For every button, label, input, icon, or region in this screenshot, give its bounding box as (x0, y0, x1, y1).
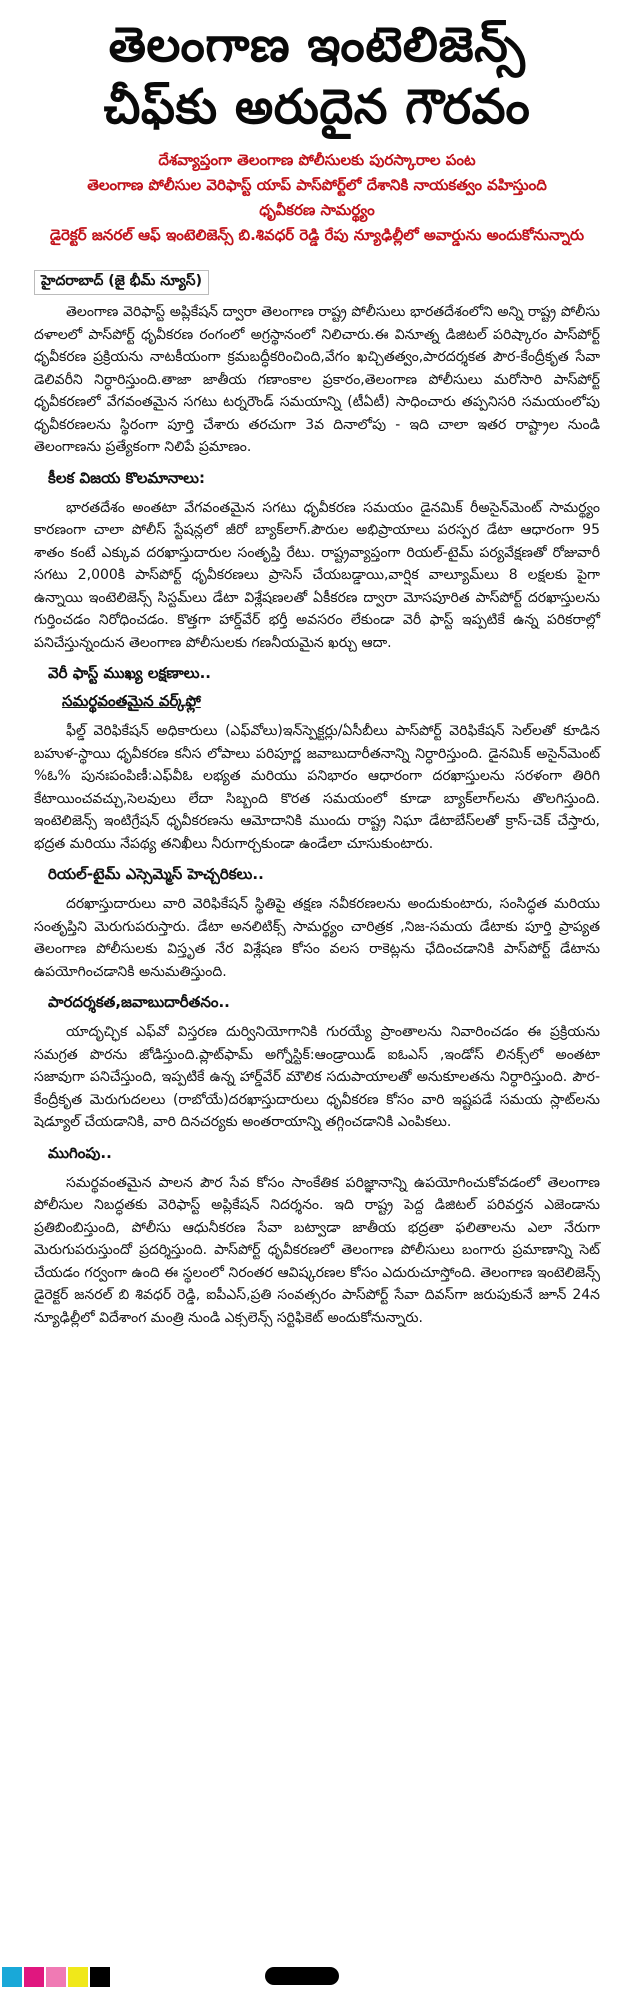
paragraph-metrics: భారతదేశం అంతటా వేగవంతమైన సగటు ధృవీకరణ సమయం డైనమిక్ రీఅసైన్‌మెంట్ సామర్థ్యం కారణంగా చాలా పోలీస్ స్టేషన్లలో జీరో బ్యాక్‌లాగ్.పౌరుల అభిప్రాయాలు పరస్పర డేటా ఆధారంగా 95 శాతం కంటే ఎక్కువ దరఖాస్తుదారుల సంతృప్తి రేటు. రాష్ట్రవ్యాప్తంగా రియల్-టైమ్ పర్యవేక్షణతో రోజువారీ సగటు 2,000కి పాస్‌పోర్ట్ ధృవీకరణలు ప్రాసెస్ చేయబడ్డాయి,వార్షిక వాల్యూమ్‌లు 8 లక్షలకు పైగా ఉన్నాయి ఇంటెలిజెన్స్ సిస్టమ్‌లు డేటా విశ్లేషణలతో ఏకీకరణ ద్వారా మోసపూరిత పాస్‌పోర్ట్ దరఖాస్తులను గుర్తించడం నిరోధించడం. కొత్తగా హార్డ్‌వేర్ భర్తీ అవసరం లేకుండా వెరీ ఫాస్ట్ ఇప్పటికే ఉన్న పరికరాల్లో పనిచేస్తున్నందున తెలంగాణ పోలీసులకు గణనీయమైన ఖర్చు ఆదా. (34, 499, 600, 651)
headline-line-2: చీఫ్‌కు అరుదైన గౌరవం (103, 79, 531, 135)
subheadline: తెలంగాణ పోలీసుల వెరిఫాస్ట్ యాప్ పాస్‌పోర్ట్‌లో దేశానికి నాయకత్వం వహిస్తుంది (87, 176, 547, 194)
subheadlines (0, 148, 634, 248)
paragraph-workflow: ఫీల్డ్ వెరిఫికేషన్ అధికారులు (ఎఫ్‌వోలు)ఇన్‌స్పెక్టర్లు/ఏసీబీలు పాస్‌పోర్ట్ వెరిఫికేషన్ సెల్‌లతో కూడిన బహుళ-స్థాయి ధృవీకరణ కనీస లోపాలు పరిపూర్ణ జవాబుదారీతనాన్ని నిర్ధారిస్తుంది. డైనమిక్ అసైన్‌మెంట్ %ఓ% పునఃపంపిణీ:ఎఫ్‌వీఓ లభ్యత మరియు పనిభారం ఆధారంగా దరఖాస్తులను సరళంగా తిరిగి కేటాయించవచ్చు,సెలవులు లేదా సిబ్బంది కొరత సమయంలో కూడా బ్యాక్‌లాగ్‌లను తొలగిస్తుంది. ఇంటెలిజెన్స్ ఇంటిగ్రేషన్ ధృవీకరణను ఆమోదానికి ముందు రాష్ట్ర నిఘా డేటాబేస్‌లతో క్రాస్-చెక్ చేస్తారు, భద్రత మరియు నేపథ్య తనిఖీలు నీరుగార్చకుండా ఉండేలా చూసుకుంటారు. (34, 723, 600, 852)
pink-swatch (46, 1967, 66, 1987)
section-heading: వెరీ ఫాస్ట్ ముఖ్య లక్షణాలు.. (48, 664, 212, 682)
paragraph-sms-alerts: దరఖాస్తుదారులు వారి వెరిఫికేషన్ స్థితిపై తక్షణ నవీకరణలను అందుకుంటారు, సంసిద్ధత మరియు సంతృప్తిని మెరుగుపరుస్తారు. డేటా అనలిటిక్స్ సామర్థ్యం చారిత్రక ,నిజ-సమయ డేటాకు పూర్తి ప్రాప్యత తెలంగాణ పోలీసులకు విస్తృత నేర విశ్లేషణ కోసం వలస రాకెట్లను ఛేదించడానికి పాస్‌పోర్ట్ డేటాను ఉపయోగించడానికి అనుమతిస్తుంది. (34, 896, 600, 980)
section-heading: పారదర్శకత,జవాబుదారీతనం.. (48, 993, 230, 1011)
section-heading: రియల్-టైమ్ ఎస్సెమ్మెస్ హెచ్చరికలు.. (48, 865, 264, 883)
cyan-swatch (2, 1967, 22, 1987)
black-swatch (90, 1967, 110, 1987)
paragraph-conclusion: సమర్థవంతమైన పాలన పౌర సేవ కోసం సాంకేతిక పరిజ్ఞానాన్ని ఉపయోగించుకోవడంలో తెలంగాణ పోలీసుల నిబద్ధతకు వెరిఫాస్ట్ అప్లికేషన్ నిదర్శనం. ఇది రాష్ట్ర పెద్ద డిజిటల్ పరివర్తన ఎజెండాను ప్రతిబింబిస్తుంది, పోలీసు ఆధునీకరణ సేవా బట్వాడా జాతీయ భద్రతా ఫలితాలను ఎలా నేరుగా మెరుగుపరుస్తుందో ప్రదర్శిస్తుంది. పాస్‌పోర్ట్ ధృవీకరణలో తెలంగాణ పోలీసులు బంగారు ప్రమాణాన్ని సెట్ చేయడం గర్వంగా ఉంది ఈ స్థలంలో నిరంతర ఆవిష్కరణల కోసం ఎదురుచూస్తోంది. తెలంగాణ ఇంటెలిజెన్స్ డైరెక్టర్ జనరల్ బి శివధర్ రెడ్డి, ఐపీఎస్,ప్రతి సంవత్సరం పాస్‌పోర్ట్ సేవా దివస్‌గా జరుపుకునే జూన్ 24న న్యూఢిల్లీలో విదేశాంగ మంత్రి నుండి ఎక్సలెన్స్ సర్టిఫికెట్ అందుకోనున్నారు. (34, 1174, 600, 1326)
paragraph-intro: తెలంగాణ వెరిఫాస్ట్ అప్లికేషన్ ద్వారా తెలంగాణ రాష్ట్ర పోలీసులు భారతదేశంలోని అన్ని రాష్ట్ర పోలీసు దళాలలో పాస్‌పోర్ట్ ధృవీకరణ రంగంలో అగ్రస్థానంలో నిలిచారు.ఈ వినూత్న డిజిటల్ పరిష్కారం పాస్‌పోర్ట్ ధృవీకరణ ప్రక్రియను నాటకీయంగా క్రమబద్ధీకరించింది,వేగం ఖచ్చితత్వం,పారదర్శకత పౌర-కేంద్రీకృత సేవా డెలివరీని నిర్ధారిస్తుంది.తాజా జాతీయ గణాంకాల ప్రకారం,తెలంగాణ పోలీసులు మరోసారి పాస్‌పోర్ట్ ధృవీకరణలో వేగవంతమైన సగటు టర్నరౌండ్ సమయాన్ని (టీఏటీ) సాధించారు తప్పనిసరి సమయంలోపు ధృవీకరణలను స్థిరంగా పూర్తి చేశారు తరచుగా 3వ దినాలోపు - ఇది చాలా ఇతర రాష్ట్రాల నుండి తెలంగాణను ప్రత్యేకంగా నిలిపే ప్రమాణం. (34, 304, 600, 455)
headline-line-1: తెలంగాణ ఇంటెలిజెన్స్ (108, 17, 526, 73)
section-heading: కీలక విజయ కొలమానాలు: (48, 468, 205, 487)
subheadline: డైరెక్టర్ జనరల్ ఆఫ్ ఇంటెలిజెన్స్ బి.శివధర్ రెడ్డి రేపు న్యూఢిల్లీలో అవార్డును అందుకోనున్నారు (49, 226, 585, 244)
yellow-swatch (68, 1967, 88, 1987)
section-heading: ముగింపు.. (48, 1143, 112, 1162)
article-body (0, 262, 634, 1329)
magenta-swatch (24, 1967, 44, 1987)
subheadline: ధృవీకరణ సామర్థ్యం (259, 201, 375, 219)
paragraph-transparency: యాదృచ్ఛిక ఎఫ్‌వో విస్తరణ దుర్వినియోగానికి గురయ్యే ప్రాంతాలను నివారించడం ఈ ప్రక్రియను సమగ్రత పొరను జోడిస్తుంది.ప్లాట్‌ఫామ్ అగ్నోస్టిక్:ఆండ్రాయిడ్ ఐఓఎస్ ,ఇండోస్ లినక్స్‌లో అంతటా సజావుగా పనిచేస్తుంది, ఇప్పటికే ఉన్న హార్డ్‌వేర్ మౌలిక సదుపాయాలతో అనుకూలతను నిర్ధారిస్తుంది. పౌర-కేంద్రీకృత మెరుగుదలలు (రాబోయే)దరఖాస్తుదారులు ధృవీకరణ కోసం వారి ఇష్టపడే సమయ స్లాట్‌లను షెడ్యూల్ చేయడానికి, వారి దినచర్యకు అంతరాయాన్ని తగ్గించడానికి ఎంపికలు. (34, 1024, 600, 1130)
registration-pill (265, 1967, 339, 1985)
print-registration-marks (0, 1961, 634, 1987)
headline (0, 14, 634, 138)
subheadline: దేశవ్యాప్తంగా తెలంగాణ పోలీసులకు పురస్కారాల పంట (158, 151, 476, 169)
section-subheading: సమర్థవంతమైన వర్క్‌ఫ్లో (62, 692, 201, 710)
dateline: హైదరాబాద్ (జై భీమ్ న్యూస్) (34, 270, 209, 295)
